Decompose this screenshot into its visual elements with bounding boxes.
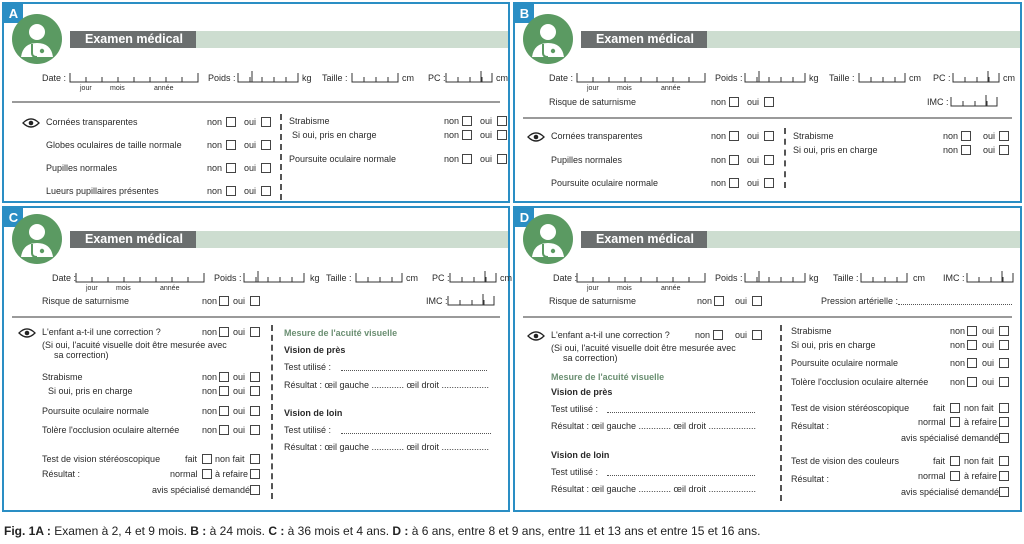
- checkbox-oui[interactable]: [250, 406, 260, 416]
- checkbox-avis[interactable]: [999, 487, 1009, 497]
- kg-unit: kg: [310, 273, 320, 283]
- vision-pres-heading: Vision de près: [551, 387, 613, 397]
- divider: [523, 117, 1012, 119]
- imc-label: IMC :: [927, 97, 949, 107]
- poids-ruler[interactable]: [238, 73, 300, 83]
- strabisme-label: Strabisme: [791, 326, 832, 336]
- test-utilise-label: Test utilisé :: [551, 467, 599, 477]
- checkbox-non[interactable]: [967, 358, 977, 368]
- oui-label: oui: [233, 425, 246, 435]
- cm-unit: cm: [402, 73, 414, 83]
- checkbox-oui[interactable]: [999, 131, 1009, 141]
- poids-label: Poids :: [715, 273, 743, 283]
- date-mois: mois: [116, 285, 131, 292]
- column-divider: [784, 128, 786, 188]
- eye-icon: [18, 328, 36, 338]
- lueurs-label: Lueurs pupillaires présentes: [46, 186, 159, 196]
- non-label: non: [943, 131, 959, 141]
- taille-label: Taille :: [829, 73, 855, 83]
- non-label: non: [444, 130, 460, 140]
- caption-d-label: D :: [392, 524, 409, 538]
- kg-unit: kg: [809, 273, 819, 283]
- non-label: non: [202, 372, 218, 382]
- checkbox-oui[interactable]: [261, 163, 271, 173]
- strabisme-label: Strabisme: [42, 372, 83, 382]
- checkbox-non[interactable]: [961, 145, 971, 155]
- date-ruler[interactable]: [577, 73, 707, 83]
- resultat-label: Résultat :: [791, 474, 830, 484]
- taille-label: Taille :: [322, 73, 348, 83]
- non-label: non: [695, 330, 711, 340]
- oui-label: oui: [233, 372, 246, 382]
- imc-ruler[interactable]: [951, 97, 999, 107]
- checkbox-oui[interactable]: [497, 154, 507, 164]
- caption-c-label: C :: [268, 524, 285, 538]
- date-annee: année: [154, 85, 174, 92]
- correction-label: L'enfant a-t-il une correction ?: [551, 330, 670, 340]
- checkbox-fait[interactable]: [950, 456, 960, 466]
- caption-b-label: B :: [190, 524, 207, 538]
- cornees-label: Cornées transparentes: [551, 131, 643, 141]
- oui-label: oui: [747, 155, 760, 165]
- oui-label: oui: [480, 154, 493, 164]
- normal-label: normal: [918, 471, 946, 481]
- vision-pres-heading: Vision de près: [284, 345, 346, 355]
- checkbox-non[interactable]: [226, 140, 236, 150]
- checkbox-non[interactable]: [729, 178, 739, 188]
- eye-icon: [22, 118, 40, 128]
- oui-label: oui: [244, 163, 257, 173]
- imc-label: IMC :: [943, 273, 965, 283]
- oui-label: oui: [735, 296, 748, 306]
- vision-loin-heading: Vision de loin: [284, 408, 343, 418]
- poursuite-label: Poursuite oculaire normale: [42, 406, 150, 416]
- non-label: non: [207, 163, 223, 173]
- checkbox-non[interactable]: [714, 296, 724, 306]
- resultat-label: Résultat :: [42, 469, 81, 479]
- oui-label: oui: [982, 340, 995, 350]
- checkbox-non[interactable]: [462, 116, 472, 126]
- oui-label: oui: [244, 186, 257, 196]
- doctor-icon: [522, 213, 574, 265]
- oui-label: oui: [480, 130, 493, 140]
- fait-label: fait: [933, 456, 946, 466]
- saturnisme-label: Risque de saturnisme: [549, 97, 637, 107]
- divider: [12, 316, 500, 318]
- resultat-label: Résultat :: [791, 421, 830, 431]
- pupilles-label: Pupilles normales: [46, 163, 118, 173]
- oui-label: oui: [735, 330, 748, 340]
- cm-unit: cm: [406, 273, 418, 283]
- non-label: non: [711, 178, 727, 188]
- correction-note: sa correction): [563, 353, 618, 363]
- taille-ruler[interactable]: [352, 73, 400, 83]
- si-oui-label: Si oui, pris en charge: [48, 386, 133, 396]
- non-label: non: [711, 97, 727, 107]
- oui-label: oui: [982, 326, 995, 336]
- pc-label: PC :: [432, 273, 450, 283]
- header-title: Examen médical: [70, 231, 196, 248]
- doctor-icon: [11, 13, 63, 65]
- pc-label: PC :: [428, 73, 446, 83]
- non-label: non: [202, 425, 218, 435]
- normal-label: normal: [918, 417, 946, 427]
- checkbox-non[interactable]: [219, 425, 229, 435]
- checkbox-non[interactable]: [226, 186, 236, 196]
- strabisme-label: Strabisme: [289, 116, 330, 126]
- checkbox-a-refaire[interactable]: [250, 469, 260, 479]
- cm-unit: cm: [496, 73, 508, 83]
- resultat-oeil-label: Résultat : œil gauche ............. œil droit ...................: [284, 380, 490, 390]
- checkbox-non[interactable]: [967, 326, 977, 336]
- si-oui-label: Si oui, pris en charge: [793, 145, 878, 155]
- checkbox-oui[interactable]: [752, 330, 762, 340]
- non-fait-label: non fait: [215, 454, 245, 464]
- checkbox-non[interactable]: [729, 131, 739, 141]
- mesure-heading: Mesure de l'acuité visuelle: [551, 372, 665, 382]
- taille-ruler[interactable]: [356, 273, 404, 283]
- checkbox-a-refaire[interactable]: [999, 417, 1009, 427]
- kg-unit: kg: [809, 73, 819, 83]
- couleurs-label: Test de vision des couleurs: [791, 456, 900, 466]
- correction-note: (Si oui, l'acuité visuelle doit être mesurée avec: [42, 340, 227, 350]
- panel-letter: D: [515, 208, 534, 227]
- taille-label: Taille :: [326, 273, 352, 283]
- poursuite-label: Poursuite oculaire normale: [791, 358, 899, 368]
- cm-unit: cm: [1003, 73, 1015, 83]
- occlusion-label: Tolère l'occlusion oculaire alternée: [42, 425, 180, 435]
- checkbox-oui[interactable]: [764, 155, 774, 165]
- date-ruler[interactable]: [76, 273, 206, 283]
- non-label: non: [697, 296, 713, 306]
- checkbox-oui[interactable]: [999, 326, 1009, 336]
- resultat-oeil-label: Résultat : œil gauche ............. œil droit ...................: [284, 442, 490, 452]
- date-annee: année: [661, 285, 681, 292]
- non-label: non: [202, 406, 218, 416]
- non-label: non: [950, 358, 966, 368]
- date-label: Date :: [52, 273, 77, 283]
- vision-loin-heading: Vision de loin: [551, 450, 610, 460]
- checkbox-oui[interactable]: [764, 178, 774, 188]
- non-label: non: [207, 186, 223, 196]
- oui-label: oui: [480, 116, 493, 126]
- test-utilise-field[interactable]: [341, 363, 487, 371]
- checkbox-non[interactable]: [713, 330, 723, 340]
- cm-unit: cm: [913, 273, 925, 283]
- kg-unit: kg: [302, 73, 312, 83]
- poids-label: Poids :: [214, 273, 242, 283]
- poids-ruler[interactable]: [745, 73, 807, 83]
- checkbox-oui[interactable]: [764, 131, 774, 141]
- fait-label: fait: [933, 403, 946, 413]
- checkbox-fait[interactable]: [950, 403, 960, 413]
- taille-ruler[interactable]: [859, 73, 907, 83]
- panel-letter: A: [4, 4, 23, 23]
- avis-label: avis spécialisé demandé: [901, 487, 1000, 497]
- imc-ruler[interactable]: [448, 296, 496, 306]
- a-refaire-label: à refaire: [215, 469, 249, 479]
- fait-label: fait: [185, 454, 198, 464]
- pc-label: PC :: [933, 73, 951, 83]
- imc-label: IMC :: [426, 296, 448, 306]
- doctor-icon: [522, 13, 574, 65]
- checkbox-a-refaire[interactable]: [999, 471, 1009, 481]
- oui-label: oui: [233, 296, 246, 306]
- checkbox-oui[interactable]: [250, 296, 260, 306]
- checkbox-oui[interactable]: [250, 327, 260, 337]
- checkbox-non[interactable]: [219, 386, 229, 396]
- checkbox-oui[interactable]: [752, 296, 762, 306]
- column-divider: [780, 325, 782, 501]
- poids-ruler[interactable]: [244, 273, 306, 283]
- avis-label: avis spécialisé demandé: [152, 485, 251, 495]
- eye-icon: [527, 132, 545, 142]
- checkbox-oui[interactable]: [250, 386, 260, 396]
- header-title: Examen médical: [70, 31, 196, 48]
- strabisme-label: Strabisme: [793, 131, 834, 141]
- correction-note: sa correction): [54, 350, 109, 360]
- a-refaire-label: à refaire: [964, 471, 998, 481]
- non-label: non: [950, 326, 966, 336]
- test-utilise-field[interactable]: [341, 426, 491, 434]
- pc-ruler[interactable]: [446, 73, 494, 83]
- poursuite-label: Poursuite oculaire normale: [551, 178, 659, 188]
- panel-letter: B: [515, 4, 534, 23]
- checkbox-avis[interactable]: [999, 433, 1009, 443]
- checkbox-non[interactable]: [219, 296, 229, 306]
- non-label: non: [207, 117, 223, 127]
- oui-label: oui: [747, 131, 760, 141]
- oui-label: oui: [233, 386, 246, 396]
- panel-c: [2, 206, 510, 512]
- correction-note: (Si oui, l'acuité visuelle doit être mesurée avec: [551, 343, 736, 353]
- non-label: non: [444, 154, 460, 164]
- oui-label: oui: [983, 131, 996, 141]
- non-label: non: [207, 140, 223, 150]
- panel-letter: C: [4, 208, 23, 227]
- normal-label: normal: [170, 469, 198, 479]
- avis-label: avis spécialisé demandé: [901, 433, 1000, 443]
- checkbox-non[interactable]: [462, 130, 472, 140]
- date-label: Date :: [553, 273, 578, 283]
- date-mois: mois: [110, 85, 125, 92]
- poids-label: Poids :: [715, 73, 743, 83]
- checkbox-oui[interactable]: [261, 140, 271, 150]
- column-divider: [271, 325, 273, 499]
- checkbox-oui[interactable]: [999, 358, 1009, 368]
- date-jour: jour: [86, 285, 98, 292]
- non-fait-label: non fait: [964, 403, 994, 413]
- checkbox-non-fait[interactable]: [250, 454, 260, 464]
- checkbox-non[interactable]: [961, 131, 971, 141]
- stereo-label: Test de vision stéréoscopique: [42, 454, 161, 464]
- eye-icon: [527, 331, 545, 341]
- checkbox-oui[interactable]: [250, 425, 260, 435]
- caption-d-text: à 6 ans, entre 8 et 9 ans, entre 11 et 13 ans et entre 15 et 16 ans.: [408, 524, 761, 538]
- checkbox-non[interactable]: [967, 377, 977, 387]
- pc-ruler[interactable]: [953, 73, 1001, 83]
- figure-caption: [4, 524, 760, 538]
- panel-b: [513, 2, 1022, 203]
- cornees-label: Cornées transparentes: [46, 117, 138, 127]
- date-label: Date :: [549, 73, 574, 83]
- poids-label: Poids :: [208, 73, 236, 83]
- checkbox-oui[interactable]: [261, 186, 271, 196]
- non-label: non: [444, 116, 460, 126]
- test-utilise-field[interactable]: [607, 468, 755, 476]
- resultat-oeil-label: Résultat : œil gauche ............. œil droit ...................: [551, 421, 757, 431]
- imc-ruler[interactable]: [967, 273, 1015, 283]
- caption-prefix: Fig. 1A :: [4, 524, 51, 538]
- oui-label: oui: [747, 178, 760, 188]
- panel-d: [513, 206, 1022, 512]
- checkbox-non[interactable]: [967, 340, 977, 350]
- checkbox-non[interactable]: [226, 117, 236, 127]
- doctor-icon: [11, 213, 63, 265]
- poursuite-label: Poursuite oculaire normale: [289, 154, 397, 164]
- checkbox-oui[interactable]: [261, 117, 271, 127]
- non-label: non: [950, 377, 966, 387]
- checkbox-oui[interactable]: [999, 340, 1009, 350]
- header-title: Examen médical: [581, 31, 707, 48]
- correction-label: L'enfant a-t-il une correction ?: [42, 327, 161, 337]
- header-title: Examen médical: [581, 231, 707, 248]
- non-label: non: [711, 155, 727, 165]
- oui-label: oui: [244, 117, 257, 127]
- globes-label: Globes oculaires de taille normale: [46, 140, 182, 150]
- date-annee: année: [160, 285, 180, 292]
- checkbox-non[interactable]: [729, 155, 739, 165]
- caption-b-text: à 24 mois.: [206, 524, 269, 538]
- date-jour: jour: [587, 85, 599, 92]
- pupilles-label: Pupilles normales: [551, 155, 623, 165]
- oui-label: oui: [244, 140, 257, 150]
- pc-ruler[interactable]: [450, 273, 498, 283]
- checkbox-non[interactable]: [219, 406, 229, 416]
- occlusion-label: Tolère l'occlusion oculaire alternée: [791, 377, 929, 387]
- date-ruler[interactable]: [70, 73, 200, 83]
- saturnisme-label: Risque de saturnisme: [549, 296, 637, 306]
- mesure-heading: Mesure de l'acuité visuelle: [284, 328, 398, 338]
- checkbox-avis[interactable]: [250, 485, 260, 495]
- panel-a: [2, 2, 510, 203]
- checkbox-non[interactable]: [729, 97, 739, 107]
- caption-c-text: à 36 mois et 4 ans.: [284, 524, 393, 538]
- checkbox-non[interactable]: [462, 154, 472, 164]
- oui-label: oui: [233, 406, 246, 416]
- si-oui-label: Si oui, pris en charge: [791, 340, 876, 350]
- non-label: non: [711, 131, 727, 141]
- checkbox-non-fait[interactable]: [999, 403, 1009, 413]
- checkbox-oui[interactable]: [250, 372, 260, 382]
- test-utilise-label: Test utilisé :: [284, 362, 332, 372]
- oui-label: oui: [747, 97, 760, 107]
- oui-label: oui: [233, 327, 246, 337]
- checkbox-oui[interactable]: [497, 130, 507, 140]
- caption-a-text: Examen à 2, 4 et 9 mois.: [50, 524, 191, 538]
- checkbox-non[interactable]: [219, 327, 229, 337]
- oui-label: oui: [982, 358, 995, 368]
- checkbox-oui[interactable]: [999, 145, 1009, 155]
- checkbox-normal[interactable]: [950, 417, 960, 427]
- date-jour: jour: [587, 285, 599, 292]
- oui-label: oui: [982, 377, 995, 387]
- checkbox-oui[interactable]: [999, 377, 1009, 387]
- checkbox-non[interactable]: [219, 372, 229, 382]
- checkbox-normal[interactable]: [202, 469, 212, 479]
- checkbox-normal[interactable]: [950, 471, 960, 481]
- checkbox-non[interactable]: [226, 163, 236, 173]
- poids-ruler[interactable]: [745, 273, 807, 283]
- checkbox-oui[interactable]: [764, 97, 774, 107]
- checkbox-oui[interactable]: [497, 116, 507, 126]
- non-label: non: [943, 145, 959, 155]
- test-utilise-label: Test utilisé :: [284, 425, 332, 435]
- taille-label: Taille :: [833, 273, 859, 283]
- cm-unit: cm: [500, 273, 512, 283]
- non-fait-label: non fait: [964, 456, 994, 466]
- pression-field[interactable]: [898, 297, 1012, 305]
- date-jour: jour: [80, 85, 92, 92]
- date-annee: année: [661, 85, 681, 92]
- non-label: non: [202, 296, 218, 306]
- divider: [12, 101, 500, 103]
- a-refaire-label: à refaire: [964, 417, 998, 427]
- taille-ruler[interactable]: [861, 273, 909, 283]
- non-label: non: [202, 386, 218, 396]
- date-label: Date :: [42, 73, 67, 83]
- saturnisme-label: Risque de saturnisme: [42, 296, 130, 306]
- date-mois: mois: [617, 85, 632, 92]
- oui-label: oui: [983, 145, 996, 155]
- stereo-label: Test de vision stéréoscopique: [791, 403, 910, 413]
- cm-unit: cm: [909, 73, 921, 83]
- si-oui-label: Si oui, pris en charge: [292, 130, 377, 140]
- date-mois: mois: [617, 285, 632, 292]
- checkbox-non-fait[interactable]: [999, 456, 1009, 466]
- test-utilise-label: Test utilisé :: [551, 404, 599, 414]
- pression-label: Pression artérielle :: [821, 296, 899, 306]
- non-label: non: [950, 340, 966, 350]
- checkbox-fait[interactable]: [202, 454, 212, 464]
- date-ruler[interactable]: [577, 273, 707, 283]
- column-divider: [280, 114, 282, 200]
- divider: [523, 316, 1012, 318]
- resultat-oeil-label: Résultat : œil gauche ............. œil droit ...................: [551, 484, 757, 494]
- non-label: non: [202, 327, 218, 337]
- test-utilise-field[interactable]: [607, 405, 755, 413]
